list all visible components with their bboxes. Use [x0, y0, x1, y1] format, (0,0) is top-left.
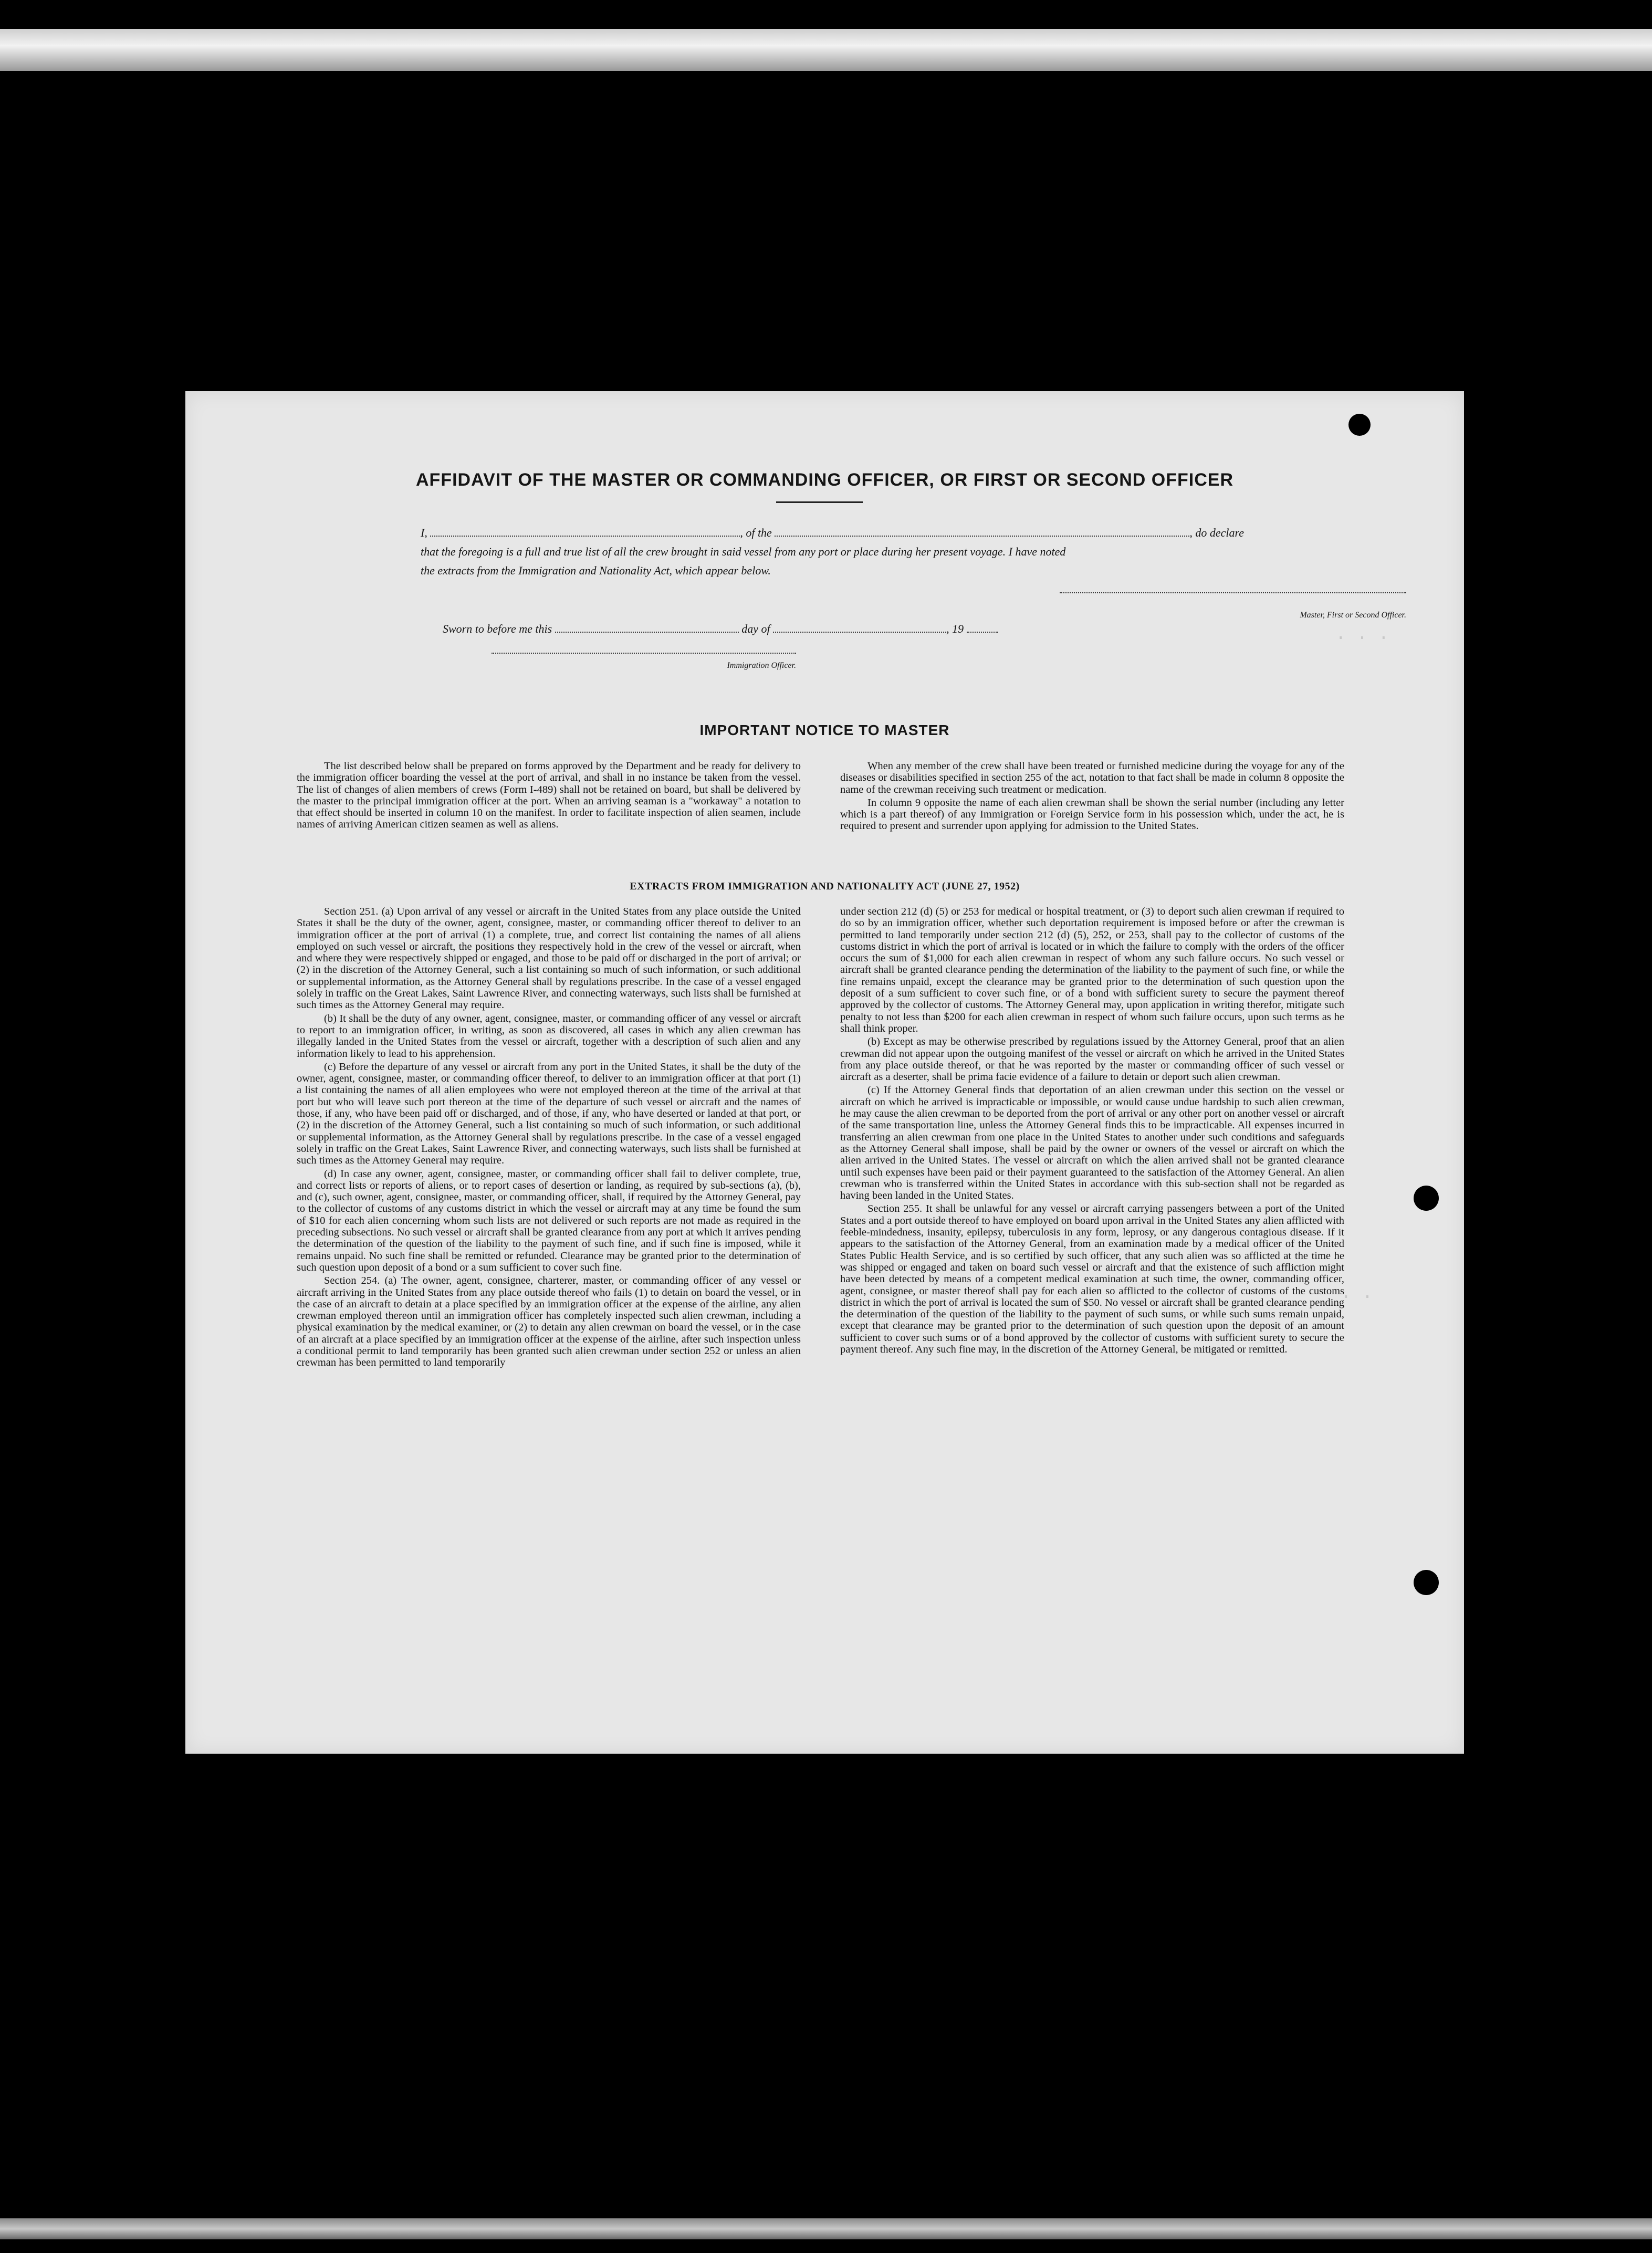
extracts-right-column: [840, 906, 1344, 1357]
punch-hole-top: [1348, 414, 1371, 436]
declaration-line-1: [421, 526, 1244, 540]
notice-paragraph: In column 9 opposite the name of each alien crewman shall be shown the serial number (including any letter which is a part thereof) of any Immigration or Foreign Service form in his possession which, under the act, he is required to present and surrender upon applying for admission to the United States.: [840, 797, 1344, 832]
title-underline: [776, 501, 863, 503]
notice-left-column: [297, 760, 801, 832]
film-edge-top: [0, 29, 1652, 71]
section-paragraph: Section 251. (a) Upon arrival of any vessel or aircraft in the United States from any place outside the United States it shall be the duty of the owner, agent, consignee, master, or commanding officer thereof to deliver to an immigration officer at the port of arrival (1) a complete, true, and correct list containing the names of all aliens employed on such vessel or aircraft, the positions they respectively hold in the crew of the vessel or aircraft, when and where they were respectively shipped or engaged, and those to be paid off or discharged in the port of arrival; or (2) in the discretion of the Attorney General, such a list containing so much of such information, or such additional or supplemental information, as the Attorney General shall by regulations prescribe. In the case of a vessel engaged solely in traffic on the Great Lakes, Saint Lawrence River, and connecting waterways, such lists shall be furnished at such times as the Attorney General may require.: [297, 906, 801, 1011]
declaration-line-2: that the foregoing is a full and true list of all the crew brought in said vessel from any port or place during her present voyage. I have noted: [421, 545, 1066, 558]
vessel-blank: [775, 526, 1189, 537]
sworn-line: [443, 622, 998, 636]
section-paragraph: Section 254. (a) The owner, agent, consignee, charterer, master, or commanding officer of any vessel or aircraft arriving in the United States from any place outside thereof who fails (1) to detain on board the vessel, or in the case of an aircraft to detain at a place specified by an immigration officer at the expense of the airline, any alien crewman employed thereon until an immigration officer has completely inspected such alien crewman, including a physical examination by the medical examiner, or (2) to detain any alien crewman on board the vessel, or in the case of an aircraft at a place specified by an immigration officer at the expense of the airline, after such inspection unless a conditional permit to land temporarily has been granted such alien crewman under section 252 or unless an alien crewman has been permitted to land temporarily: [297, 1275, 801, 1369]
notice-paragraph: The list described below shall be prepared on forms approved by the Department and be ready for delivery to the immigration officer boarding the vessel at the port of arrival, and shall in no instance be taken from the vessel. The list of changes of alien members of crews (Form I-489) shall not be retained on board, but shall be delivered by the master to the principal immigration officer at the port. When an arriving seaman is a "workaway" a notation to that effect should be inserted in column 10 on the manifest. In order to facilitate inspection of alien seamen, include names of arriving American citizen seamen as well as aliens.: [297, 760, 801, 831]
section-paragraph: (c) If the Attorney General finds that deportation of an alien crewman under this section on the vessel or aircraft on which he arrived is impracticable or impossible, or would cause undue hardship to such alien crewman, he may cause the alien crewman to be deported from the port of arrival or any other port on another vessel or aircraft of the same transportation line, unless the Attorney General finds this to be impracticable. All expenses incurred in transferring an alien crewman from one place in the United States to another under such conditions and safeguards as the Attorney General shall impose, shall be paid by the owner or owners of the vessel or aircraft on which the alien arrived in the United States. The vessel or aircraft on which the alien arrived shall not be granted clearance until such expenses have been paid or their payment guaranteed to the satisfaction of the Attorney General. An alien crewman who is transferred within the United States in accordance with this sub-section shall not be regarded as having been landed in the United States.: [840, 1084, 1344, 1202]
year-label: , 19: [946, 622, 964, 635]
affidavit-title: AFFIDAVIT OF THE MASTER OR COMMANDING OFFICER, OR FIRST OR SECOND OFFICER: [416, 470, 1233, 490]
notice-paragraph: When any member of the crew shall have been treated or furnished medicine during the voyage for any of the diseases or disabilities specified in section 255 of the act, notation to that fact shall be made in column 8 opposite the name of the crewman receiving such treatment or medication.: [840, 760, 1344, 795]
sworn-label: Sworn to before me this: [443, 622, 552, 635]
declare-label: , do declare: [1189, 526, 1244, 539]
film-edge-bottom: [0, 2218, 1652, 2239]
section-paragraph: Section 255. It shall be unlawful for any vessel or aircraft carrying passengers between a port of the United States and a port outside thereof to have employed on board upon arrival in the United States any alien afflicted with feeble-mindedness, insanity, epilepsy, tuberculosis in any form, leprosy, or any dangerous contagious disease. If it appears to the satisfaction of the Attorney General, from an examination made by a medical officer of the United States Public Health Service, and is so certified by such officer, that any such alien was so afflicted at the time he was shipped or engaged and taken on board such vessel or aircraft and that the existence of such affliction might have been detected by means of a competent medical examination at such time, the owner, commanding officer, agent, consignee, or master thereof shall pay for each alien so afflicted to the collector of customs of the customs district in which the port of arrival is located the sum of $50. No vessel or aircraft shall be granted clearance pending the determination of the question of the liability to the payment of such sums, or while such sums remain unpaid, except that clearance may be granted prior to the determination of such question upon the deposit of an amount sufficient to cover such sums or of a bond approved by the collector of customs with sufficient surety to secure the payment thereof. Any such fine may, in the discretion of the Attorney General, be mitigated or remitted.: [840, 1203, 1344, 1355]
immigration-officer-label: Immigration Officer.: [727, 661, 796, 670]
bleed-through-mark: . .: [1341, 1284, 1373, 1304]
section-paragraph: (c) Before the departure of any vessel or aircraft from any port in the United States, it shall be the duty of the owner, agent, consignee, master, or commanding officer thereof, to deliver to an immigration officer at that port (1) a list containing the names of all alien employees who were not employed thereon at the time of the arrival at that port but who will leave such port thereon at the time of the departure of such vessel or aircraft and the names of those, if any, who have been paid off or discharged, and of those, if any, who have deserted or landed at that port, or (2) in the discretion of the Attorney General, such a list containing so much of such information, or such additional or supplemental information, as the Attorney General shall by regulations prescribe. In the case of a vessel engaged solely in traffic on the Great Lakes, Saint Lawrence River, and connecting waterways, such lists shall be furnished at such times as the Attorney General may require.: [297, 1061, 801, 1167]
notice-right-column: [840, 760, 1344, 834]
punch-hole-middle: [1414, 1186, 1439, 1211]
section-paragraph: under section 212 (d) (5) or 253 for medical or hospital treatment, or (3) to deport such alien crewman if required to do so by an immigration officer, whether such deportation requirement is imposed before or after the crewman is permitted to land temporarily under section 212 (d) (5), 252, or 253, shall pay to the collector of customs of the customs district in which the port of arrival is located or in which the failure to comply with the orders of the officer occurs the sum of $1,000 for each alien crewman in respect of whom any such failure occurs. No such vessel or aircraft shall be granted clearance pending the determination of the liability to the payment of such fine, or while the fine remains unpaid, except the clearance may be granted prior to the determination of such question upon the deposit of a sum sufficient to cover such fine, or of a bond with sufficient surety to secure the payment thereof approved by the collector of customs. The Attorney General may, upon application in writing therefor, mitigate such penalty to not less than $200 for each alien crewman in respect of whom such failure occurs, upon such terms as he shall think proper.: [840, 906, 1344, 1034]
bleed-through-mark: . . .: [1335, 625, 1389, 645]
punch-hole-bottom: [1414, 1570, 1439, 1595]
i-label: I,: [421, 526, 427, 539]
name-blank: [430, 526, 740, 537]
day-label: day of: [741, 622, 770, 635]
sworn-month-blank: [773, 622, 946, 633]
extracts-left-column: [297, 906, 801, 1370]
extracts-heading: EXTRACTS FROM IMMIGRATION AND NATIONALITY ACT (JUNE 27, 1952): [630, 881, 1020, 892]
master-signature-line: [1060, 592, 1406, 593]
sworn-day-blank: [555, 622, 739, 633]
section-paragraph: (b) It shall be the duty of any owner, agent, consignee, master, or commanding officer of any vessel or aircraft to report to an immigration officer, in writing, as soon as discovered, all cases in which any alien crewman has illegally landed in the United States from the vessel or aircraft, together with a description of such alien and any information likely to lead to his apprehension.: [297, 1012, 801, 1060]
notice-heading: IMPORTANT NOTICE TO MASTER: [699, 722, 950, 738]
section-paragraph: (b) Except as may be otherwise prescribed by regulations issued by the Attorney General, proof that an alien crewman did not appear upon the outgoing manifest of the vessel or aircraft on which he arrived in the United States from any place outside thereof, or that he was reported by the master or commanding officer of such vessel or aircraft as a deserter, shall be prima facie evidence of a failure to detain or deport such alien crewman.: [840, 1036, 1344, 1083]
of-label: , of the: [740, 526, 772, 539]
section-paragraph: (d) In case any owner, agent, consignee, master, or commanding officer shall fail to deliver complete, true, and correct lists or reports of aliens, or to report cases of desertion or landing, as required by sub-sections (a), (b), and (c), such owner, agent, consignee, master, or commanding officer, shall, if required by the Attorney General, pay to the collector of customs of any customs district in which the vessel or aircraft may at any time be found the sum of $10 for each alien concerning whom such lists are not delivered or such reports are not made as required in the preceding subsections. No such vessel or aircraft shall be granted clearance from any port at which it arrives pending the determination of the question of the liability to the payment of such fine, and if such fine is imposed, while it remains unpaid. No such fine shall be remitted or refunded. Clearance may be granted prior to the determination of such question upon deposit of a bond or a sum sufficient to cover such fine.: [297, 1168, 801, 1273]
master-signature-label: Master, First or Second Officer.: [1300, 611, 1406, 620]
affidavit-page: [185, 391, 1464, 1754]
declaration-line-3: the extracts from the Immigration and Nationality Act, which appear below.: [421, 564, 771, 577]
immigration-officer-signature-line: [492, 653, 796, 654]
sworn-year-blank: [967, 622, 998, 633]
